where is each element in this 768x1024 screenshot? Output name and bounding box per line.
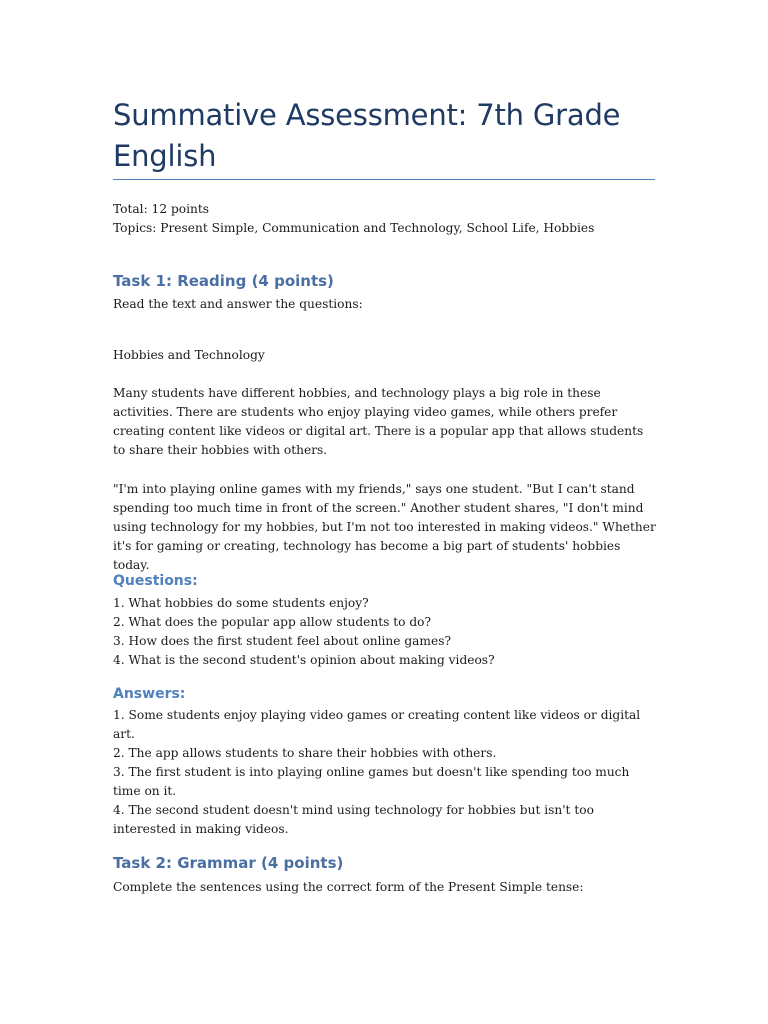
answer-item: 4. The second student doesn't mind using technology for hobbies but isn't too interested in making videos.	[113, 803, 594, 836]
answer-item: 1. Some students enjoy playing video games or creating content like videos or digital art.	[113, 708, 641, 741]
task1-instruction	[113, 295, 658, 314]
task2-instruction	[113, 878, 658, 897]
reading-paragraph-2	[113, 480, 658, 575]
answer-item: 2. The app allows students to share their hobbies with others.	[113, 746, 497, 760]
topics-line: Topics: Present Simple, Communication and Technology, School Life, Hobbies	[113, 221, 595, 235]
question-item: 2. What does the popular app allow students to do?	[113, 615, 432, 629]
questions-list	[113, 594, 658, 670]
answers-list	[113, 706, 658, 839]
question-item: 4. What is the second student's opinion about making videos?	[113, 653, 495, 667]
reading-text-title	[113, 346, 658, 365]
questions-heading: Questions:	[113, 573, 198, 589]
task2-heading: Task 2: Grammar (4 points)	[113, 854, 344, 872]
task1-instruction-text: Read the text and answer the questions:	[113, 297, 363, 311]
answers-heading: Answers:	[113, 686, 186, 702]
assessment-info	[113, 200, 658, 238]
question-item: 3. How does the first student feel about online games?	[113, 634, 451, 648]
reading-paragraph-2-text: "I'm into playing online games with my friends," says one student. "But I can't stand spending too much time in front of the screen." Another student shares, "I don't mind using technology for my hobbies, but I'm not too interested in making videos." Whether it's for gaming or creating, technology has become a big part of students' hobbies today.	[113, 482, 656, 572]
answer-item: 3. The first student is into playing online games but doesn't like spending too much time on it.	[113, 765, 630, 798]
task2-instruction-text: Complete the sentences using the correct form of the Present Simple tense:	[113, 880, 584, 894]
total-points: Total: 12 points	[113, 202, 209, 216]
reading-paragraph-1	[113, 384, 658, 460]
document-title: Summative Assessment: 7th Grade English	[113, 98, 621, 173]
task1-heading: Task 1: Reading (4 points)	[113, 272, 334, 290]
title-underline	[113, 179, 655, 180]
reading-paragraph-1-text: Many students have different hobbies, and technology plays a big role in these activities. There are students who enjoy playing video games, while others prefer creating content like videos or digital art. There is a popular app that allows students to share their hobbies with others.	[113, 386, 644, 457]
reading-text-title-text: Hobbies and Technology	[113, 348, 265, 362]
question-item: 1. What hobbies do some students enjoy?	[113, 596, 369, 610]
